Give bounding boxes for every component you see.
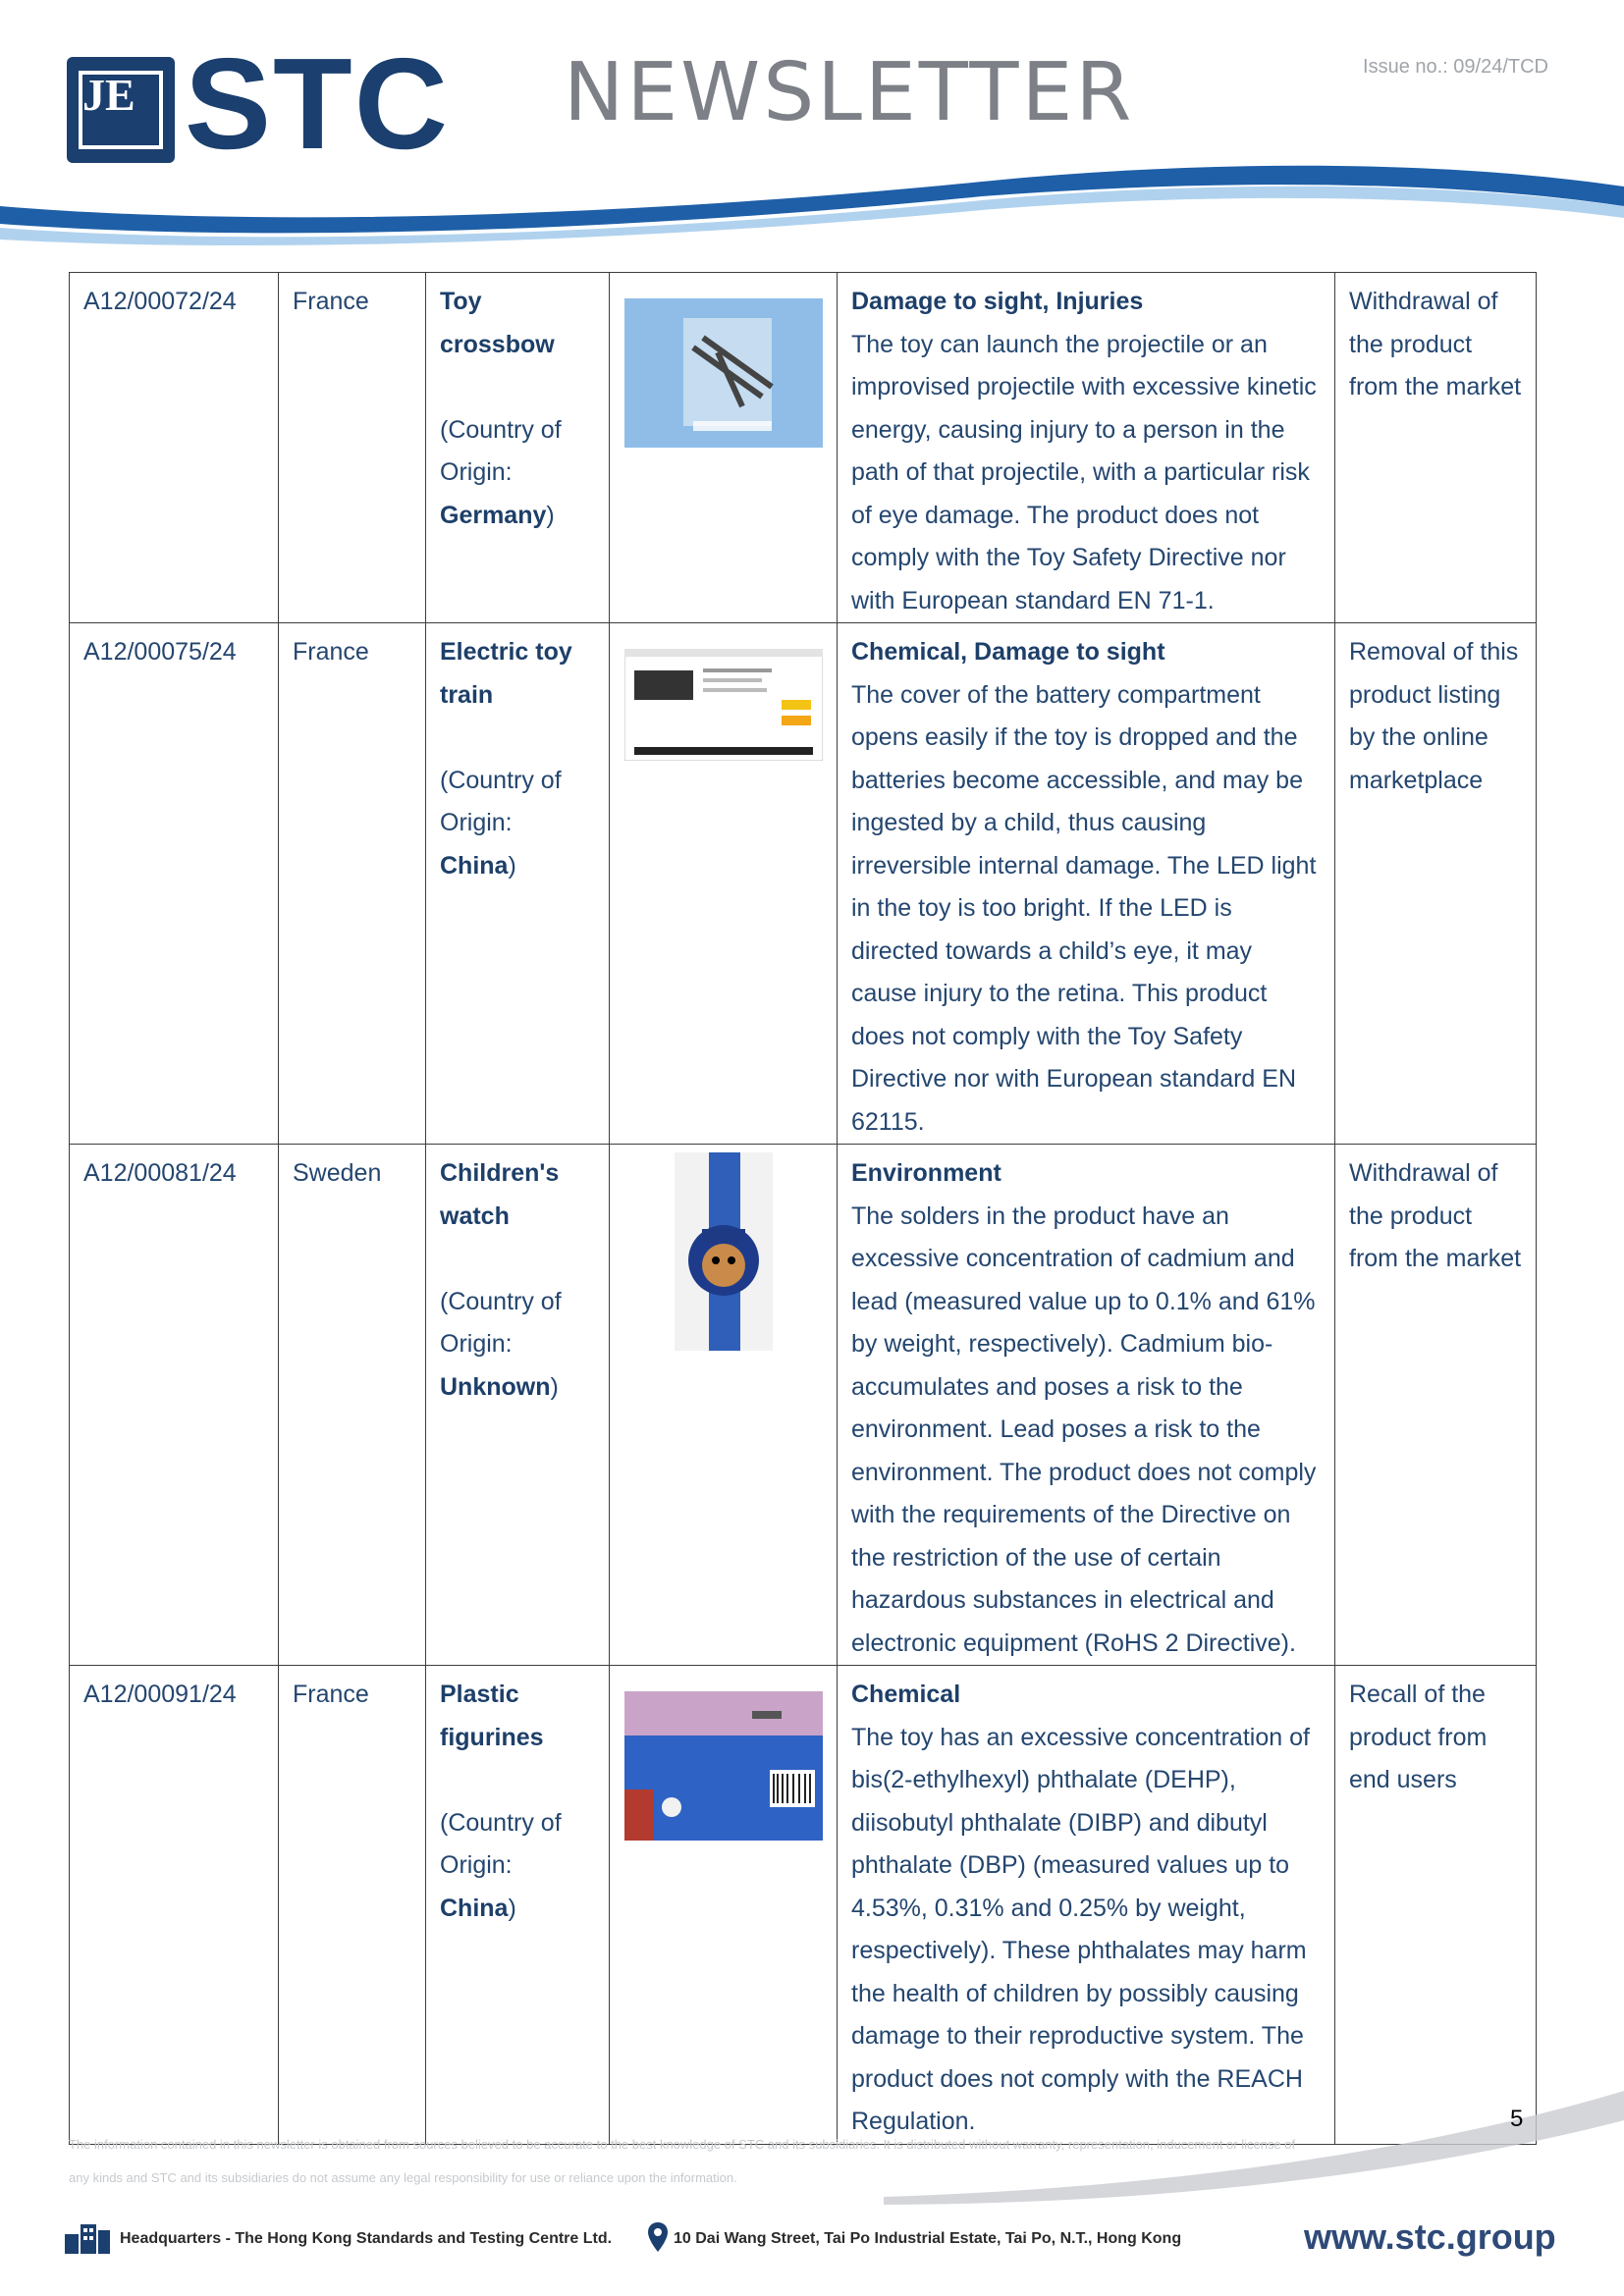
reference-number: A12/00072/24	[70, 273, 279, 623]
product-image-cell	[610, 623, 838, 1145]
table-row	[70, 1145, 1537, 1666]
measure-taken: Removal of this product listing by the online marketplace	[1335, 623, 1537, 1145]
product-name: train	[440, 680, 494, 709]
measure-taken: Withdrawal of the product from the market	[1335, 273, 1537, 623]
product-name: Children's	[440, 1159, 560, 1187]
notifying-country: France	[279, 1666, 426, 2145]
origin-country: Germany	[440, 501, 547, 529]
measure-taken: Withdrawal of the product from the market	[1335, 1145, 1537, 1666]
hazard-description: The cover of the battery compartment opens easily if the toy is dropped and the batteries become accessible, and may be ingested by a child, thus causing irreversible internal damage. The LED light in the toy is too bright. If the LED is directed towards a child’s eye, it may cause injury to the retina. This product does not comply with the Toy Safety Directive nor with European standard EN 62115.	[851, 680, 1317, 1136]
table-row	[70, 623, 1537, 1145]
childrens-watch-photo-icon	[675, 1152, 773, 1351]
hazard-type: Damage to sight, Injuries	[851, 288, 1144, 315]
hazard-type: Chemical, Damage to sight	[851, 638, 1165, 666]
product-name: watch	[440, 1201, 510, 1230]
page-footer	[63, 2216, 1565, 2260]
product-image-cell	[610, 273, 838, 623]
origin-label: Origin:	[440, 1330, 513, 1358]
origin-country: Unknown	[440, 1372, 551, 1401]
brand-name: STC	[185, 31, 450, 176]
origin-country: China	[440, 851, 509, 880]
hazard-cell	[838, 1666, 1335, 2145]
product-cell: Children's watch (Country of Origin: Unknown)	[426, 1145, 610, 1666]
page-header	[0, 0, 1624, 255]
hazard-description: The toy can launch the projectile or an improvised projectile with excessive kinetic energy, causing injury to a person in the path of that projectile, with a particular risk of eye damage. The product does not comply with the Toy Safety Directive nor with European standard EN 71-1.	[851, 330, 1317, 614]
toy-crossbow-photo-icon	[624, 298, 823, 448]
notifying-country: France	[279, 623, 426, 1145]
location-pin-icon	[648, 2222, 668, 2252]
rapex-notifications-table	[69, 272, 1537, 2145]
origin-label: Origin:	[440, 1851, 513, 1879]
notifying-country: France	[279, 273, 426, 623]
issue-number: Issue no.: 09/24/TCD	[1363, 56, 1548, 78]
reference-number: A12/00075/24	[70, 623, 279, 1145]
table-row	[70, 273, 1537, 623]
disclaimer-text: The information contained in this newsletter is obtained from sources believed to be accurate to the best knowledge of STC and its subsidiaries. It is distributed without warranty, representation, inducement or license of any kinds and STC and its subsidiaries do not assume any legal responsibility for use or reliance upon the information.	[69, 2137, 1296, 2185]
product-image-cell	[610, 1145, 838, 1666]
product-cell: Plastic figurines (Country of Origin: China)	[426, 1666, 610, 2145]
product-name: Electric toy	[440, 638, 572, 666]
hazard-cell	[838, 623, 1335, 1145]
product-cell: Electric toy train (Country of Origin: China)	[426, 623, 610, 1145]
product-image-cell	[610, 1666, 838, 2145]
header-swoosh-graphic	[0, 147, 1624, 255]
notifying-country: Sweden	[279, 1145, 426, 1666]
hazard-description: The toy has an excessive concentration of bis(2-ethylhexyl) phthalate (DEHP), diisobutyl phthalate (DIBP) and dibutyl phthalate (DBP) (measured values up to 4.53%, 0.31% and 0.25% by weight, respectively). These phthalates may harm the health of children by possibly causing damage to their reproductive system. The product does not comply with the REACH Regulation.	[851, 1723, 1310, 2135]
origin-country: China	[440, 1894, 509, 1922]
origin-label: (Country of	[440, 1808, 562, 1837]
hazard-type: Chemical	[851, 1681, 961, 1708]
origin-label: Origin:	[440, 458, 513, 486]
newsletter-title: NEWSLETTER	[564, 46, 1135, 139]
electric-toy-train-listing-screenshot-icon	[624, 649, 823, 761]
reference-number: A12/00081/24	[70, 1145, 279, 1666]
table-row	[70, 1666, 1537, 2145]
hazard-cell	[838, 273, 1335, 623]
plastic-figurines-package-photo-icon	[624, 1691, 823, 1841]
product-name: Plastic	[440, 1681, 519, 1708]
building-icon	[63, 2220, 112, 2254]
address-text: 10 Dai Wang Street, Tai Po Industrial Estate, Tai Po, N.T., Hong Kong	[674, 2230, 1182, 2247]
product-name: Toy	[440, 288, 482, 315]
stc-logo-icon: JE	[67, 57, 175, 163]
headquarters-label: Headquarters - The Hong Kong Standards and Testing Centre Ltd.	[120, 2230, 613, 2247]
product-cell: Toy crossbow (Country of Origin: Germany)	[426, 273, 610, 623]
hazard-cell	[838, 1145, 1335, 1666]
reference-number: A12/00091/24	[70, 1666, 279, 2145]
measure-taken: Recall of the product from end users	[1335, 1666, 1537, 2145]
website-link[interactable]: www.stc.group	[1304, 2216, 1556, 2257]
hazard-description: The solders in the product have an excessive concentration of cadmium and lead (measured value up to 0.1% and 61% by weight, respectively). Cadmium bio-accumulates and poses a risk to the environment. Lead poses a risk to the environment. The product does not comply with the requirements of the Directive on the restriction of the use of certain hazardous substances in electrical and electronic equipment (RoHS 2 Directive).	[851, 1201, 1317, 1657]
hazard-type: Environment	[851, 1159, 1001, 1187]
product-name: figurines	[440, 1723, 544, 1751]
origin-label: (Country of	[440, 1287, 562, 1315]
origin-label: (Country of	[440, 415, 562, 444]
product-name: crossbow	[440, 330, 555, 358]
page-number: 5	[1510, 2106, 1524, 2132]
origin-label: Origin:	[440, 809, 513, 836]
origin-label: (Country of	[440, 766, 562, 794]
